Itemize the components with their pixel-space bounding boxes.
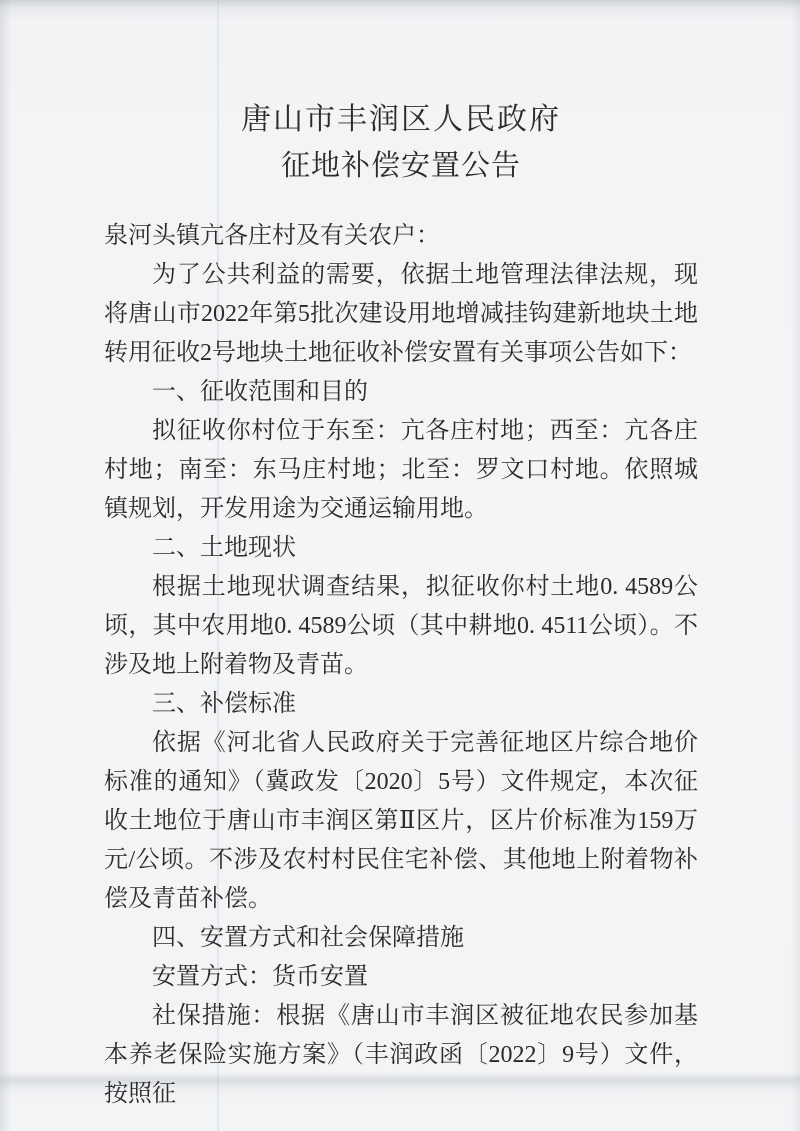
document-title-line2: 征地补偿安置公告 bbox=[280, 150, 521, 182]
section-1-heading: 一、征收范围和目的 bbox=[152, 379, 368, 405]
intro-paragraph: 为了公共利益的需要，依据土地管理法律法规，现将唐山市2022年第5批次建设用地增减挂钩建新地块土地转用征收2号地块土地征收补偿安置有关事项公告如下： bbox=[104, 262, 698, 366]
salutation: 泉河头镇亢各庄村及有关农户： bbox=[104, 223, 440, 249]
section-3-body: 依据《河北省人民政府关于完善征地区片综合地价标准的通知》（冀政发〔2020〕5号）文件规定，本次征收土地位于唐山市丰润区第Ⅱ区片，区片价标准为159万元/公顷。不涉及农村村民住宅补偿、其他地上附着物补偿及青苗补偿。 bbox=[104, 730, 698, 912]
section-3-heading: 三、补偿标准 bbox=[152, 691, 296, 717]
section-2-body: 根据土地现状调查结果，拟征收你村土地0. 4589公顷，其中农用地0. 4589公顷（其中耕地0. 4511公顷）。不涉及地上附着物及青苗。 bbox=[104, 574, 698, 678]
section-4-body-placement: 安置方式：货币安置 bbox=[152, 964, 368, 990]
section-4-body-social-security: 社保措施：根据《唐山市丰润区被征地农民参加基本养老保险实施方案》（丰润政函〔2022〕9号）文件，按照征 bbox=[104, 1003, 698, 1107]
document-title-line1: 唐山市丰润区人民政府 bbox=[241, 103, 561, 136]
document-body bbox=[104, 217, 698, 1114]
section-2-heading: 二、土地现状 bbox=[152, 535, 296, 561]
section-1-body: 拟征收你村位于东至：亢各庄村地；西至：亢各庄村地；南至：东马庄村地；北至：罗文口村地。依照城镇规划，开发用途为交通运输用地。 bbox=[104, 418, 698, 522]
section-4-heading: 四、安置方式和社会保障措施 bbox=[152, 925, 464, 951]
document-title bbox=[104, 96, 698, 190]
